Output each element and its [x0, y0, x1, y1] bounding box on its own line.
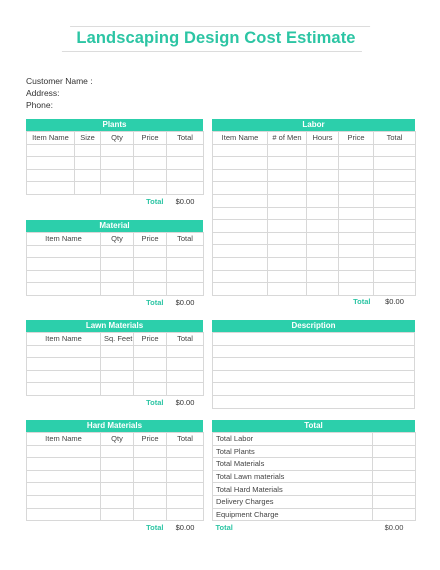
- summary-row-equipment: [213, 508, 416, 521]
- address-label: Address:: [26, 88, 60, 98]
- table-row[interactable]: [27, 169, 204, 182]
- lawn-col-headers: [27, 333, 204, 346]
- summary-label: Total Hard Materials: [213, 483, 373, 496]
- col-price: Price: [134, 433, 167, 446]
- description-line[interactable]: [213, 333, 415, 346]
- col-price: Price: [134, 132, 167, 145]
- customer-name-label: Customer Name :: [26, 76, 93, 86]
- table-row[interactable]: [213, 182, 416, 195]
- description-line[interactable]: [213, 395, 415, 408]
- col-total: Total: [167, 132, 204, 145]
- summary-label: Equipment Charge: [213, 508, 373, 521]
- col-sq-feet: Sq. Feet: [101, 333, 134, 346]
- table-row[interactable]: [213, 169, 416, 182]
- summary-row-lawn: [213, 470, 416, 483]
- plants-total-label: Total: [146, 196, 164, 206]
- lawn-materials-section: [26, 320, 203, 408]
- summary-label: Total Labor: [213, 433, 373, 446]
- table-row[interactable]: [213, 144, 416, 157]
- col-hours: Hours: [307, 132, 339, 145]
- summary-row-plants: [213, 445, 416, 458]
- labor-table: [212, 131, 416, 308]
- col-item-name: Item Name: [27, 433, 101, 446]
- total-summary-header: Total: [212, 420, 415, 432]
- hard-total-label: Total: [146, 522, 164, 532]
- lawn-materials-header: Lawn Materials: [26, 320, 203, 332]
- material-total-row: [27, 295, 204, 308]
- material-section: [26, 220, 203, 308]
- hard-materials-table: [26, 432, 204, 534]
- total-summary-table: [212, 432, 416, 533]
- table-row[interactable]: [27, 458, 204, 471]
- col-item-name: Item Name: [213, 132, 268, 145]
- page-title: Landscaping Design Cost Estimate: [76, 29, 356, 47]
- table-row[interactable]: [213, 232, 416, 245]
- plants-section: [26, 119, 203, 207]
- table-row[interactable]: [213, 157, 416, 170]
- table-row[interactable]: [213, 220, 416, 233]
- summary-label: Total Materials: [213, 458, 373, 471]
- col-qty: Qty: [101, 433, 134, 446]
- table-row[interactable]: [27, 283, 204, 296]
- table-row[interactable]: [27, 445, 204, 458]
- description-line[interactable]: [213, 358, 415, 371]
- grand-total-row: [213, 521, 416, 534]
- hard-materials-header: Hard Materials: [26, 420, 203, 432]
- table-row[interactable]: [27, 157, 204, 170]
- phone-label: Phone:: [26, 100, 53, 110]
- title-banner: [66, 26, 366, 52]
- labor-total-row: [213, 295, 416, 308]
- table-row[interactable]: [27, 245, 204, 258]
- description-line[interactable]: [213, 370, 415, 383]
- summary-label: Total Plants: [213, 445, 373, 458]
- table-row[interactable]: [27, 358, 204, 371]
- col-total: Total: [167, 233, 204, 246]
- lawn-total-value: $0.00: [175, 397, 195, 407]
- plants-total-row: [27, 194, 204, 207]
- plants-header: Plants: [26, 119, 203, 131]
- table-row[interactable]: [27, 182, 204, 195]
- total-summary-section: [212, 420, 415, 533]
- material-total-label: Total: [146, 297, 164, 307]
- summary-row-delivery: [213, 495, 416, 508]
- description-line[interactable]: [213, 345, 415, 358]
- table-row[interactable]: [213, 270, 416, 283]
- col-total: Total: [167, 333, 204, 346]
- col-item-name: Item Name: [27, 233, 101, 246]
- hard-materials-section: [26, 420, 203, 534]
- table-row[interactable]: [213, 245, 416, 258]
- table-row[interactable]: [213, 257, 416, 270]
- table-row[interactable]: [27, 144, 204, 157]
- col-price: Price: [134, 233, 167, 246]
- description-table: [212, 332, 415, 409]
- table-row[interactable]: [27, 258, 204, 271]
- labor-col-headers: [213, 132, 416, 145]
- material-header: Material: [26, 220, 203, 232]
- col-num-men: # of Men: [268, 132, 307, 145]
- hard-col-headers: [27, 433, 204, 446]
- col-total: Total: [374, 132, 416, 145]
- description-header: Description: [212, 320, 415, 332]
- col-size: Size: [75, 132, 101, 145]
- grand-total-value: $0.00: [384, 522, 404, 532]
- description-line[interactable]: [213, 383, 415, 396]
- table-row[interactable]: [213, 194, 416, 207]
- col-qty: Qty: [101, 233, 134, 246]
- summary-row-labor: [213, 433, 416, 446]
- table-row[interactable]: [27, 270, 204, 283]
- hard-total-value: $0.00: [175, 522, 195, 532]
- col-price: Price: [339, 132, 374, 145]
- material-total-value: $0.00: [175, 297, 195, 307]
- lawn-total-row: [27, 395, 204, 408]
- table-row[interactable]: [27, 370, 204, 383]
- material-table: [26, 232, 204, 308]
- table-row[interactable]: [27, 508, 204, 521]
- plants-table: [26, 131, 204, 207]
- labor-section: [212, 119, 415, 308]
- plants-col-headers: [27, 132, 204, 145]
- description-section: [212, 320, 415, 409]
- labor-header: Labor: [212, 119, 415, 131]
- col-qty: Qty: [101, 132, 134, 145]
- table-row[interactable]: [27, 345, 204, 358]
- col-price: Price: [134, 333, 167, 346]
- lawn-materials-table: [26, 332, 204, 408]
- table-row[interactable]: [27, 470, 204, 483]
- plants-total-value: $0.00: [175, 196, 195, 206]
- labor-total-label: Total: [353, 297, 371, 307]
- table-row[interactable]: [27, 483, 204, 496]
- col-item-name: Item Name: [27, 132, 75, 145]
- material-col-headers: [27, 233, 204, 246]
- summary-label: Total Lawn materials: [213, 470, 373, 483]
- hard-total-row: [27, 521, 204, 534]
- summary-row-materials: [213, 458, 416, 471]
- lawn-total-label: Total: [146, 397, 164, 407]
- grand-total-label: Total: [215, 522, 233, 532]
- col-item-name: Item Name: [27, 333, 101, 346]
- labor-total-value: $0.00: [385, 297, 404, 307]
- summary-label: Delivery Charges: [213, 495, 373, 508]
- col-total: Total: [167, 433, 204, 446]
- table-row[interactable]: [213, 207, 416, 220]
- table-row[interactable]: [27, 495, 204, 508]
- table-row[interactable]: [27, 383, 204, 396]
- table-row[interactable]: [213, 283, 416, 296]
- summary-row-hard: [213, 483, 416, 496]
